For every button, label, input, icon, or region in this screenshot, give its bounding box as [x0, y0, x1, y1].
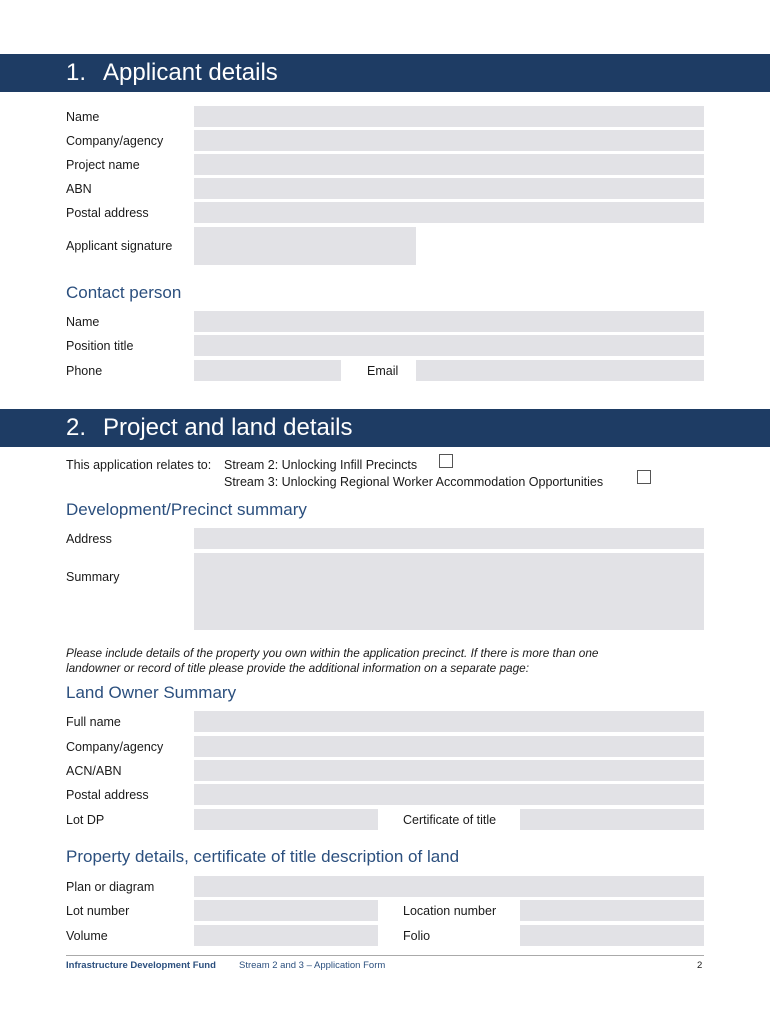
position-label: Position title — [66, 339, 134, 353]
abn-field[interactable] — [194, 178, 704, 199]
project-name-label: Project name — [66, 158, 140, 172]
landowner-company-field[interactable] — [194, 736, 704, 757]
landowner-heading: Land Owner Summary — [66, 683, 237, 702]
address-field[interactable] — [194, 528, 704, 549]
signature-field[interactable] — [194, 227, 416, 265]
folio-field[interactable] — [520, 925, 704, 946]
note-line-1: Please include details of the property you own within the application precinct. If there is more than one — [66, 646, 599, 660]
address-label: Address — [66, 532, 112, 546]
page-number: 2 — [697, 960, 703, 971]
lot-number-field[interactable] — [194, 900, 378, 921]
volume-label: Volume — [66, 929, 108, 943]
certificate-label: Certificate of title — [403, 813, 497, 827]
email-field[interactable] — [416, 360, 704, 381]
volume-field[interactable] — [194, 925, 378, 946]
name-label: Name — [66, 110, 100, 124]
certificate-field[interactable] — [520, 809, 704, 830]
abn-label: ABN — [66, 182, 92, 196]
stream2-label: Stream 2: Unlocking Infill Precincts — [224, 458, 418, 472]
phone-field[interactable] — [194, 360, 341, 381]
plan-label: Plan or diagram — [66, 880, 155, 894]
landowner-postal-label: Postal address — [66, 788, 149, 802]
section-title: Applicant details — [103, 59, 278, 86]
landowner-postal-field[interactable] — [194, 784, 704, 805]
relates-label: This application relates to: — [66, 458, 212, 472]
lot-number-label: Lot number — [66, 904, 130, 918]
section-1-banner — [0, 54, 770, 92]
footer-form-name: Stream 2 and 3 – Application Form — [239, 960, 386, 971]
section-2-banner — [0, 409, 770, 447]
full-name-label: Full name — [66, 715, 121, 729]
section-number: 1. — [66, 59, 87, 86]
summary-label: Summary — [66, 570, 120, 584]
section-number: 2. — [66, 414, 87, 441]
footer-fund-name: Infrastructure Development Fund — [66, 960, 216, 971]
lot-dp-label: Lot DP — [66, 813, 105, 827]
development-heading: Development/Precinct summary — [66, 500, 307, 519]
landowner-company-label: Company/agency — [66, 740, 164, 754]
stream3-label: Stream 3: Unlocking Regional Worker Accommodation Opportunities — [224, 475, 604, 489]
folio-label: Folio — [403, 929, 431, 943]
lot-dp-field[interactable] — [194, 809, 378, 830]
applicant-name-field[interactable] — [194, 106, 704, 127]
landowner-note — [66, 646, 598, 676]
acn-abn-label: ACN/ABN — [66, 764, 122, 778]
plan-field[interactable] — [194, 876, 704, 897]
position-field[interactable] — [194, 335, 704, 356]
summary-field[interactable] — [194, 553, 704, 630]
acn-abn-field[interactable] — [194, 760, 704, 781]
full-name-field[interactable] — [194, 711, 704, 732]
note-line-2: landowner or record of title please provide the additional information on a separate page: — [66, 661, 529, 675]
stream3-checkbox[interactable] — [637, 470, 651, 484]
contact-name-field[interactable] — [194, 311, 704, 332]
property-heading: Property details, certificate of title description of land — [66, 847, 460, 866]
section-title: Project and land details — [103, 414, 353, 441]
contact-name-label: Name — [66, 315, 100, 329]
project-name-field[interactable] — [194, 154, 704, 175]
signature-label: Applicant signature — [66, 239, 173, 253]
email-label: Email — [367, 364, 399, 378]
stream2-checkbox[interactable] — [439, 454, 453, 468]
phone-label: Phone — [66, 364, 103, 378]
postal-address-field[interactable] — [194, 202, 704, 223]
footer-rule — [66, 955, 704, 956]
applicant-company-field[interactable] — [194, 130, 704, 151]
contact-heading: Contact person — [66, 283, 182, 302]
postal-address-label: Postal address — [66, 206, 149, 220]
location-number-label: Location number — [403, 904, 497, 918]
location-number-field[interactable] — [520, 900, 704, 921]
company-label: Company/agency — [66, 134, 164, 148]
